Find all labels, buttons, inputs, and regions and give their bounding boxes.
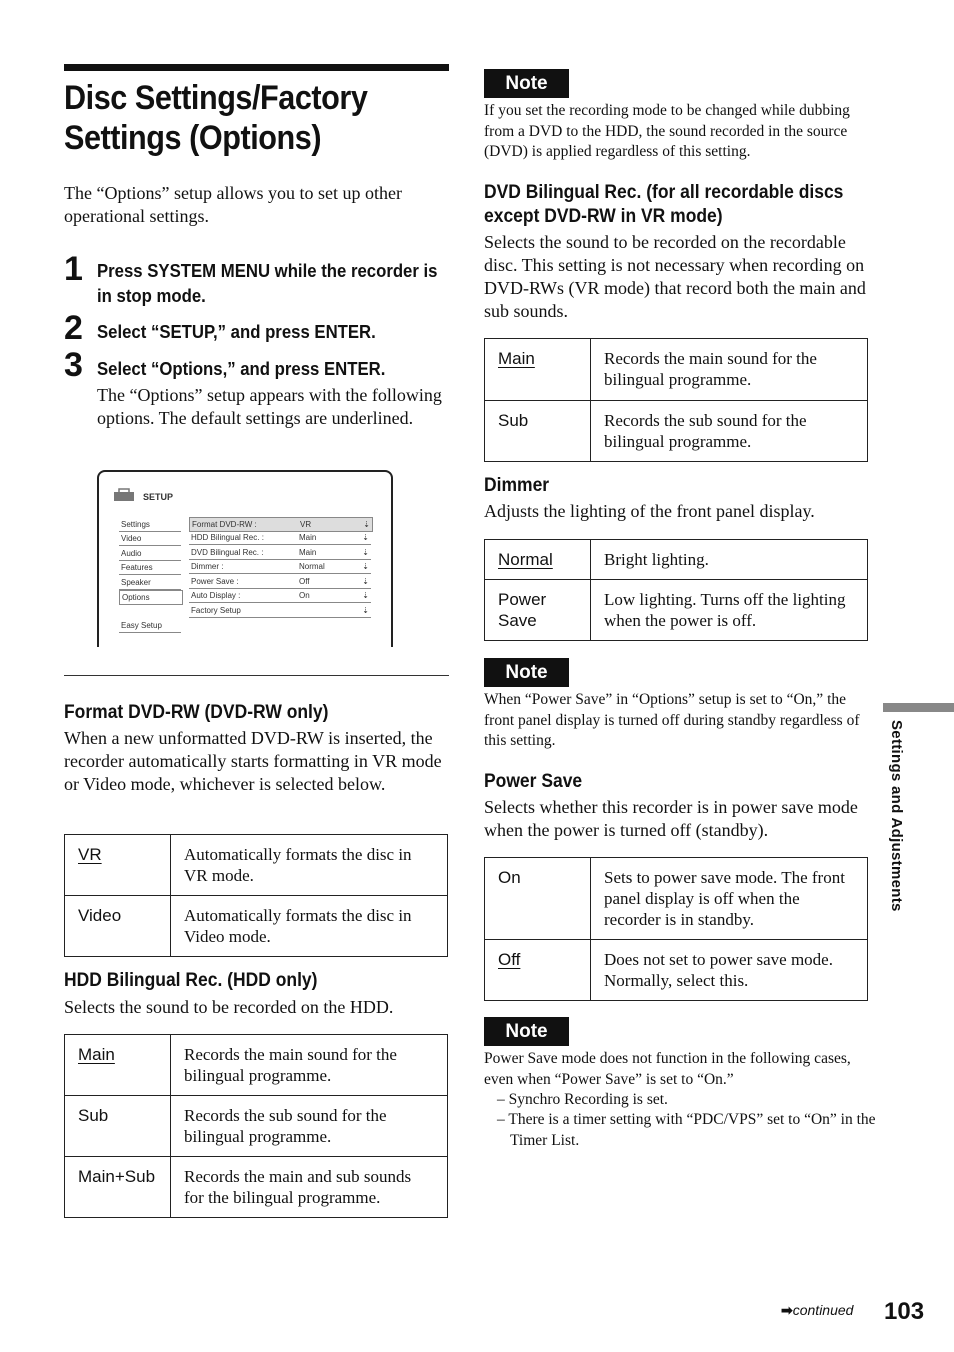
screen-menu-item: Speaker — [119, 576, 181, 590]
format-heading: Format DVD-RW (DVD-RW only) — [64, 702, 329, 723]
option-key: Normal — [485, 540, 591, 580]
screen-option-row: HDD Bilingual Rec. : Main ⇣ — [189, 531, 371, 545]
note-text: Power Save mode does not function in the following cases, even when “Power Save” is set to “On.” — [484, 1050, 851, 1088]
table-row — [485, 339, 868, 401]
step3-description: The “Options” setup appears with the following options. The default settings are underlined. — [97, 385, 442, 428]
screen-menu-item: Easy Setup — [119, 619, 181, 633]
table-row — [65, 896, 448, 957]
screen-title: SETUP — [143, 492, 174, 502]
screen-option-row: Power Save : Off ⇣ — [189, 575, 371, 589]
hdd-options-table — [64, 1034, 448, 1218]
option-key: Sub — [485, 401, 591, 462]
option-desc: Low lighting. Turns off the lighting when the power is off. — [591, 580, 868, 641]
option-key: Off — [485, 940, 591, 1001]
screen-option-row: DVD Bilingual Rec. : Main ⇣ — [189, 546, 371, 560]
table-row — [65, 1035, 448, 1096]
option-desc: Records the main sound for the bilingual programme. — [171, 1035, 448, 1096]
note-bullet: – There is a timer setting with “PDC/VPS” set to “On” in the Timer List. — [497, 1111, 876, 1149]
step-number: 2 — [64, 309, 83, 347]
option-desc: Automatically formats the disc in VR mode. — [171, 835, 448, 896]
screen-option-row: Dimmer : Normal ⇣ — [189, 560, 371, 574]
title-rule — [64, 64, 449, 71]
screen-menu-item: Settings — [119, 518, 181, 532]
step-number: 1 — [64, 250, 83, 288]
screen-menu-item: Video — [119, 532, 181, 546]
step-number: 3 — [64, 346, 83, 384]
screen-option-row: Factory Setup ⇣ — [189, 604, 371, 618]
dvd-description: Selects the sound to be recorded on the recordable disc. This setting is not necessary when recording on DVD-RWs (VR mode) that record both the main and sub sounds. — [484, 232, 866, 321]
section-divider — [64, 675, 449, 676]
dimmer-description: Adjusts the lighting of the front panel display. — [484, 501, 815, 521]
hdd-description: Selects the sound to be recorded on the HDD. — [64, 997, 394, 1017]
power-heading: Power Save — [484, 771, 583, 792]
dimmer-options-table — [484, 539, 868, 641]
hdd-heading: HDD Bilingual Rec. (HDD only) — [64, 970, 318, 991]
note-label: Note — [484, 69, 569, 98]
dvd-heading: DVD Bilingual Rec. (for all recordable discs except DVD-RW in VR mode) — [484, 182, 844, 227]
table-row — [485, 580, 868, 641]
screen-menu-item: Features — [119, 561, 181, 575]
format-options-table — [64, 834, 448, 957]
option-key: VR — [65, 835, 171, 896]
option-desc: Records the main and sub sounds for the bilingual programme. — [171, 1157, 448, 1218]
table-row — [65, 1157, 448, 1218]
option-key: Main — [65, 1035, 171, 1096]
side-tab-label: Settings and Adjustments — [888, 720, 905, 912]
option-desc: Does not set to power save mode. Normally, select this. — [591, 940, 868, 1001]
option-key: Sub — [65, 1096, 171, 1157]
setup-screen-illustration — [97, 470, 393, 647]
note-label: Note — [484, 658, 569, 687]
toolbox-icon — [113, 488, 135, 502]
screen-option-row: Format DVD-RW : VR ⇣ — [189, 517, 373, 532]
table-row — [485, 858, 868, 940]
option-desc: Records the sub sound for the bilingual programme. — [171, 1096, 448, 1157]
arrow-right-icon: ➡ — [781, 1302, 793, 1318]
power-options-table — [484, 857, 868, 1001]
option-key: Video — [65, 896, 171, 957]
option-key: Power Save — [485, 580, 591, 641]
step-text: Select “SETUP,” and press ENTER. — [97, 322, 376, 342]
option-desc: Automatically formats the disc in Video mode. — [171, 896, 448, 957]
step-text: Press SYSTEM MENU while the recorder is in stop mode. — [97, 261, 438, 306]
side-tab-marker — [883, 703, 954, 712]
note-text: If you set the recording mode to be changed while dubbing from a DVD to the HDD, the sound recorded in the source (DVD) is applied regardless of this setting. — [484, 102, 850, 160]
screen-menu-item: Audio — [119, 547, 181, 561]
option-key: On — [485, 858, 591, 940]
option-desc: Sets to power save mode. The front panel display is off when the recorder is in standby. — [591, 858, 868, 940]
option-desc: Bright lighting. — [591, 540, 868, 580]
intro-text: The “Options” setup allows you to set up other operational settings. — [64, 183, 402, 226]
option-desc: Records the main sound for the bilingual programme. — [591, 339, 868, 401]
power-description: Selects whether this recorder is in power save mode when the power is turned off (standby). — [484, 797, 858, 840]
dimmer-heading: Dimmer — [484, 475, 550, 496]
note-text: When “Power Save” in “Options” setup is set to “On,” the front panel display is turned off during standby regardless of this setting. — [484, 691, 860, 749]
table-row — [485, 540, 868, 580]
dvd-options-table — [484, 338, 868, 462]
screen-menu-item-selected: Options — [119, 590, 183, 605]
option-key: Main+Sub — [65, 1157, 171, 1218]
screen-option-row: Auto Display : On ⇣ — [189, 589, 371, 603]
option-key: Main — [485, 339, 591, 401]
note-label: Note — [484, 1017, 569, 1046]
continued-label: ➡continued — [781, 1302, 854, 1318]
page-title: Disc Settings/Factory Settings (Options) — [64, 79, 368, 157]
page-number: 103 — [884, 1298, 925, 1325]
option-desc: Records the sub sound for the bilingual programme. — [591, 401, 868, 462]
note-bullet: – Synchro Recording is set. — [497, 1091, 668, 1108]
table-row — [485, 401, 868, 462]
format-description: When a new unformatted DVD-RW is inserted, the recorder automatically starts formatting in VR mode or Video mode, whichever is selected below. — [64, 728, 442, 794]
step-text: Select “Options,” and press ENTER. — [97, 359, 386, 379]
table-row — [485, 940, 868, 1001]
table-row — [65, 835, 448, 896]
table-row — [65, 1096, 448, 1157]
